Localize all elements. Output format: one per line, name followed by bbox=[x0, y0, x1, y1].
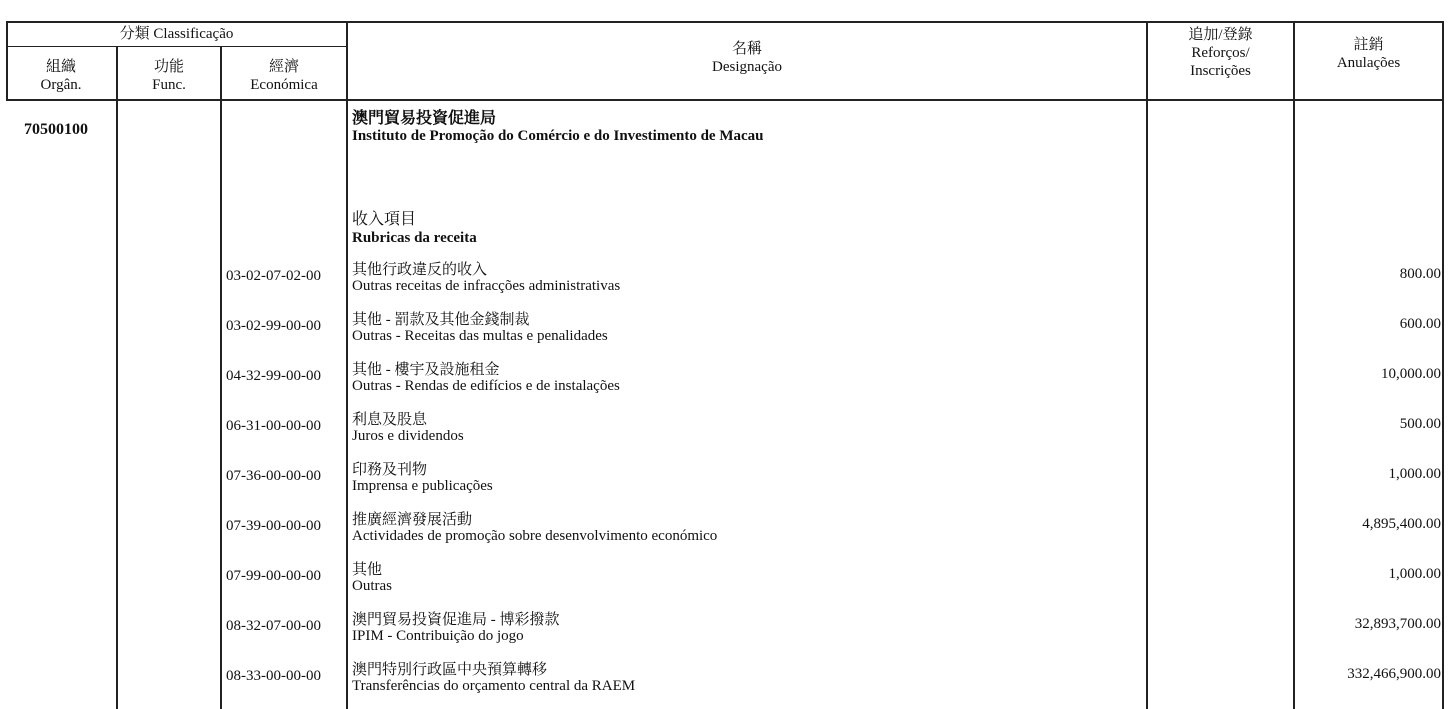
item-name-pt: Outras - Receitas das multas e penalidades bbox=[352, 328, 608, 344]
item-name-zh: 推廣經濟發展活動 bbox=[352, 512, 473, 528]
table-row bbox=[0, 508, 1455, 558]
classification-heading: 分類 Classificação bbox=[119, 26, 234, 42]
reforcos-heading-zh: 追加/登錄 bbox=[1188, 27, 1253, 43]
institute-name-pt: Instituto de Promoção do Comércio e do Investimento de Macau bbox=[352, 128, 764, 144]
table-row bbox=[0, 558, 1455, 608]
econ-heading bbox=[222, 58, 346, 94]
item-name-pt: Juros e dividendos bbox=[352, 428, 464, 444]
table-row bbox=[0, 358, 1455, 408]
item-name-zh: 澳門特別行政區中央預算轉移 bbox=[352, 662, 548, 678]
designation-heading-zh: 名稱 bbox=[731, 41, 762, 57]
annulment-amount: 1,000.00 bbox=[1388, 466, 1441, 482]
econ-code: 03-02-07-02-00 bbox=[226, 268, 321, 284]
table-row bbox=[0, 308, 1455, 358]
annulment-amount: 1,000.00 bbox=[1388, 566, 1441, 582]
organ-heading-pt: Orgân. bbox=[40, 77, 82, 93]
annulment-amount: 10,000.00 bbox=[1381, 366, 1441, 382]
organ-heading-zh: 組織 bbox=[45, 59, 76, 75]
item-name-zh: 其他 bbox=[352, 562, 383, 578]
econ-code: 06-31-00-00-00 bbox=[226, 418, 321, 434]
econ-code: 08-33-00-00-00 bbox=[226, 668, 321, 684]
section-title-zh: 收入項目 bbox=[352, 211, 417, 228]
anulacoes-heading bbox=[1295, 36, 1442, 72]
item-name-pt: Transferências do orçamento central da RAEM bbox=[352, 678, 636, 694]
item-name-pt: Imprensa e publicações bbox=[352, 478, 493, 494]
anulacoes-heading-zh: 註銷 bbox=[1353, 37, 1384, 53]
item-name-pt: IPIM - Contribuição do jogo bbox=[352, 628, 524, 644]
table-row bbox=[0, 258, 1455, 308]
annulment-amount: 500.00 bbox=[1399, 416, 1441, 432]
func-heading-zh: 功能 bbox=[153, 59, 184, 75]
organ-code: 70500100 bbox=[24, 121, 88, 138]
econ-code: 04-32-99-00-00 bbox=[226, 368, 321, 384]
item-name-zh: 其他 - 樓宇及設施租金 bbox=[352, 362, 500, 378]
annulment-amount: 332,466,900.00 bbox=[1347, 666, 1441, 682]
reforcos-heading-pt1: Reforços/ bbox=[1191, 45, 1250, 61]
item-name-zh: 利息及股息 bbox=[352, 412, 428, 428]
table-row bbox=[0, 408, 1455, 458]
table-row bbox=[0, 608, 1455, 658]
designation-heading bbox=[348, 40, 1146, 76]
table-row bbox=[0, 658, 1455, 708]
item-name-zh: 澳門貿易投資促進局 - 博彩撥款 bbox=[352, 612, 560, 628]
econ-heading-pt: Económica bbox=[250, 77, 318, 93]
rule-top bbox=[6, 21, 1443, 23]
func-heading bbox=[118, 58, 220, 94]
institute-name-zh: 澳門貿易投資促進局 bbox=[352, 110, 497, 127]
econ-code: 07-99-00-00-00 bbox=[226, 568, 321, 584]
table-row bbox=[0, 458, 1455, 508]
annulment-amount: 800.00 bbox=[1399, 266, 1441, 282]
item-name-zh: 其他 - 罰款及其他金錢制裁 bbox=[352, 312, 530, 328]
item-name-pt: Outras receitas de infracções administrativas bbox=[352, 278, 621, 294]
econ-code: 03-02-99-00-00 bbox=[226, 318, 321, 334]
annulment-amount: 32,893,700.00 bbox=[1354, 616, 1441, 632]
item-name-pt: Outras bbox=[352, 578, 392, 594]
item-name-zh: 印務及刊物 bbox=[352, 462, 428, 478]
anulacoes-heading-pt: Anulações bbox=[1336, 55, 1401, 71]
section-title-pt: Rubricas da receita bbox=[352, 230, 477, 246]
organ-heading bbox=[6, 58, 116, 94]
designation-heading-pt: Designação bbox=[712, 59, 782, 75]
item-name-pt: Outras - Rendas de edifícios e de instalações bbox=[352, 378, 620, 394]
econ-code: 07-36-00-00-00 bbox=[226, 468, 321, 484]
reforcos-heading-pt2: Inscrições bbox=[1190, 63, 1251, 79]
item-name-zh: 其他行政違反的收入 bbox=[352, 262, 488, 278]
func-heading-pt: Func. bbox=[152, 77, 186, 93]
econ-code: 08-32-07-00-00 bbox=[226, 618, 321, 634]
item-name-pt: Actividades de promoção sobre desenvolvimento económico bbox=[352, 528, 718, 544]
econ-heading-zh: 經濟 bbox=[268, 59, 299, 75]
rule-classification bbox=[6, 46, 347, 47]
annulment-amount: 600.00 bbox=[1399, 316, 1441, 332]
reforcos-heading bbox=[1148, 26, 1293, 80]
annulment-amount: 4,895,400.00 bbox=[1362, 516, 1441, 532]
econ-code: 07-39-00-00-00 bbox=[226, 518, 321, 534]
